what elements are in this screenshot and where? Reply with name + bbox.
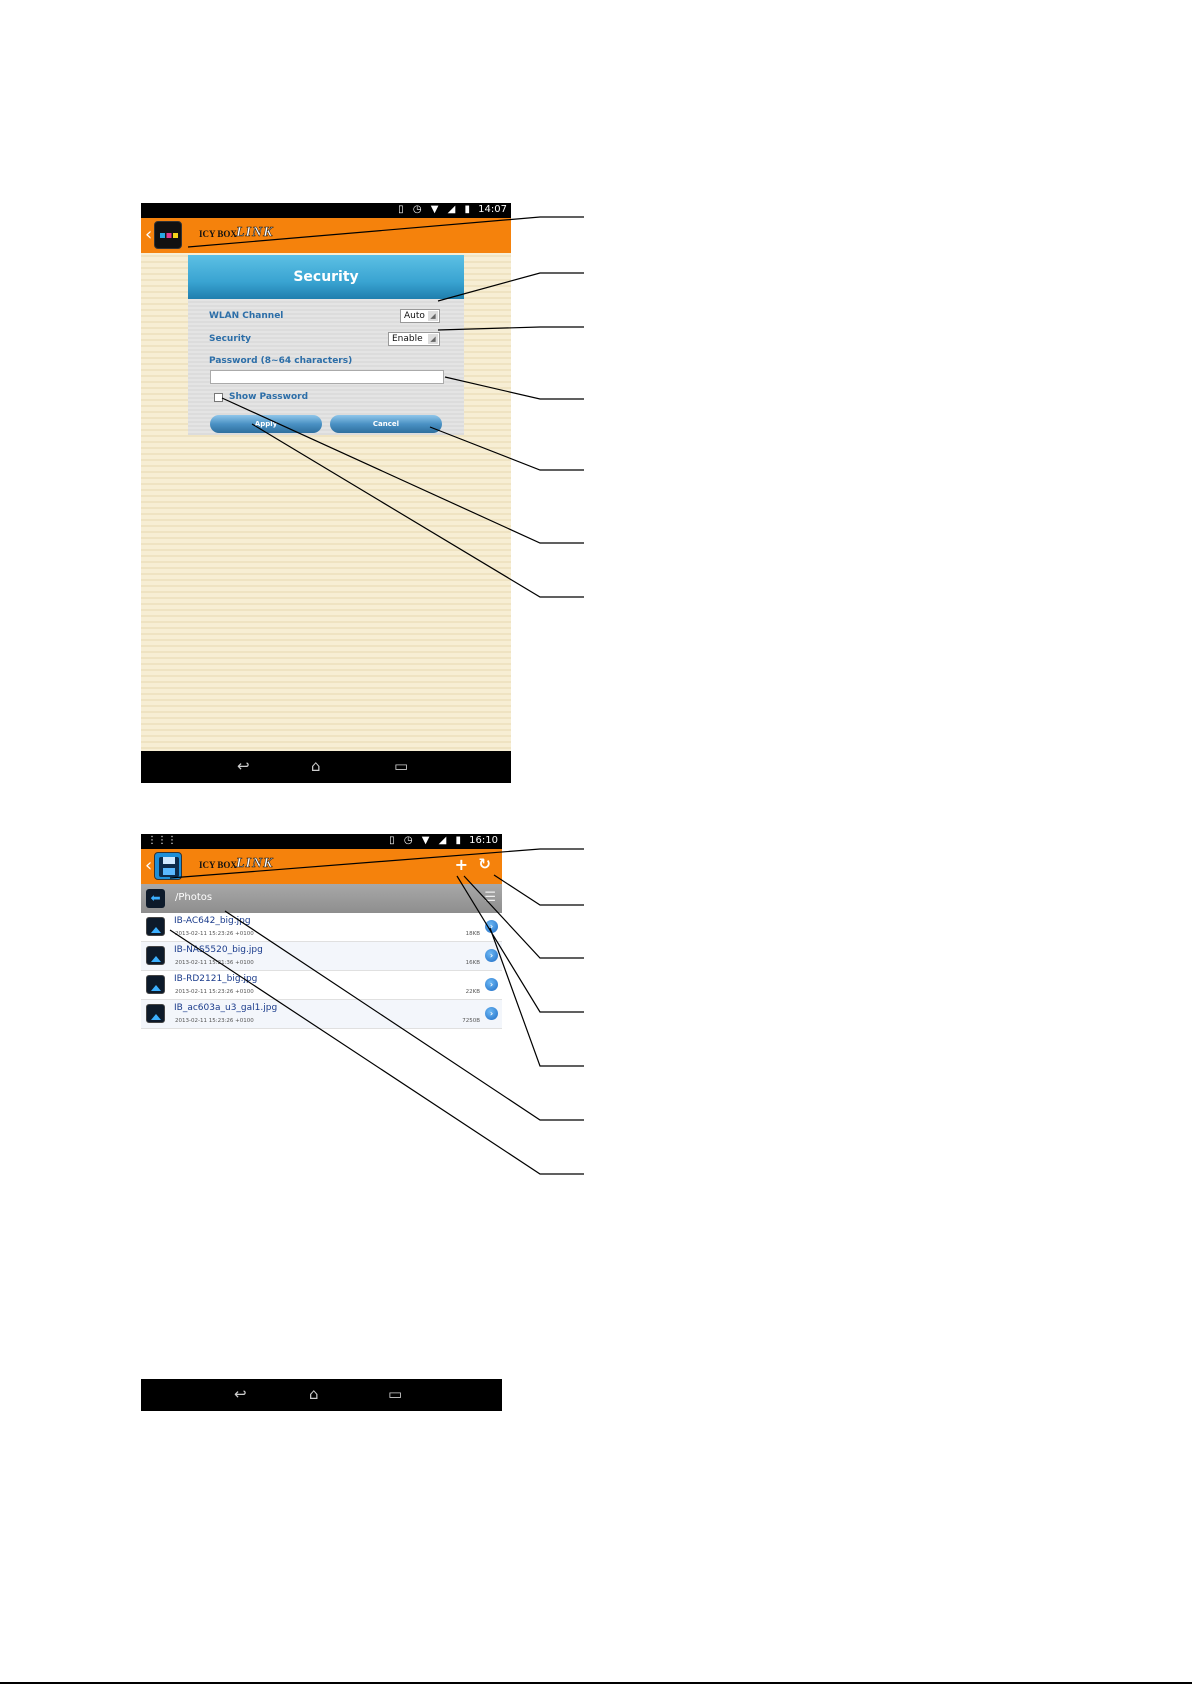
chevron-left-icon[interactable]: ‹ (145, 224, 153, 245)
file-name: IB-RD2121_big.jpg (174, 974, 258, 984)
security-value: Enable (392, 334, 423, 344)
callout-line (490, 928, 584, 1066)
current-path: /Photos (175, 892, 213, 903)
dropdown-arrow-icon: ◢ (428, 311, 438, 321)
status-icons: ▯ ◷ ▼ ◢ ▮ (398, 204, 473, 215)
file-browser-screenshot (141, 834, 502, 1411)
file-name: IB_ac603a_u3_gal1.jpg (174, 1003, 278, 1013)
file-size: 7250B (462, 1018, 480, 1024)
file-row[interactable] (141, 913, 502, 942)
app-bar (141, 849, 502, 884)
file-row[interactable] (141, 942, 502, 971)
password-input[interactable] (210, 370, 444, 384)
brand-link-text: LINK (236, 225, 274, 240)
image-file-icon (146, 917, 165, 936)
chevron-right-circle-icon[interactable]: › (485, 920, 498, 933)
file-name: IB-AC642_big.jpg (174, 916, 251, 926)
cancel-button[interactable]: Cancel (330, 415, 442, 433)
nav-bar (141, 1379, 502, 1411)
wlan-channel-value: Auto (404, 311, 425, 321)
nav-back-icon[interactable]: ↩ (234, 1385, 247, 1403)
nav-bar (141, 751, 511, 783)
chevron-left-icon[interactable]: ‹ (145, 855, 153, 876)
image-file-icon (146, 946, 165, 965)
callout-line (494, 875, 584, 905)
status-time: 14:07 (478, 204, 507, 215)
file-date: 2013-02-11 15:23:26 +0100 (175, 931, 254, 937)
password-label: Password (8~64 characters) (209, 356, 353, 366)
wlan-channel-label: WLAN Channel (209, 311, 284, 321)
path-bar (141, 884, 502, 913)
nav-home-icon[interactable]: ⌂ (311, 757, 321, 775)
chevron-right-circle-icon[interactable]: › (485, 978, 498, 991)
app-bar (141, 218, 511, 253)
file-date: 2013-02-11 15:21:36 +0100 (175, 960, 254, 966)
file-name: IB-NAS5520_big.jpg (174, 945, 263, 955)
security-label: Security (209, 334, 252, 344)
security-panel (188, 255, 464, 435)
refresh-icon[interactable]: ↻ (478, 855, 491, 873)
menu-icon[interactable]: ☰ (484, 890, 496, 905)
plus-icon[interactable]: + (454, 855, 468, 874)
app-icon[interactable] (154, 852, 182, 880)
settings-tiles-icon (155, 222, 183, 250)
file-size: 16KB (465, 960, 480, 966)
floppy-disk-icon (155, 853, 183, 881)
wlan-channel-select[interactable] (400, 309, 440, 323)
nav-home-icon[interactable]: ⌂ (309, 1385, 319, 1403)
file-date: 2013-02-11 15:23:26 +0100 (175, 989, 254, 995)
show-password-label[interactable]: Show Password (229, 392, 309, 402)
brand-text: ICY BOX (199, 229, 237, 239)
page-bottom-rule (0, 1682, 1192, 1684)
chevron-right-circle-icon[interactable]: › (485, 949, 498, 962)
image-file-icon (146, 975, 165, 994)
status-bar (141, 203, 511, 218)
folder-up-icon[interactable]: ⬅ (146, 889, 165, 908)
show-password-checkbox[interactable] (214, 393, 223, 402)
nav-recents-icon[interactable]: ▭ (388, 1385, 403, 1403)
security-screenshot (141, 203, 511, 783)
brand-text: ICY BOX (199, 860, 237, 870)
file-size: 18KB (465, 931, 480, 937)
file-date: 2013-02-11 15:23:26 +0100 (175, 1018, 254, 1024)
security-select[interactable] (388, 332, 440, 346)
file-size: 22KB (465, 989, 480, 995)
status-icons: ▯ ◷ ▼ ◢ ▮ (389, 835, 464, 846)
panel-title: Security (188, 255, 464, 299)
apply-button[interactable]: Apply (210, 415, 322, 433)
dropdown-arrow-icon: ◢ (428, 334, 438, 344)
status-bar (141, 834, 502, 849)
nav-recents-icon[interactable]: ▭ (394, 757, 409, 775)
brand-link-text: LINK (236, 856, 274, 871)
app-icon[interactable] (154, 221, 182, 249)
status-time: 16:10 (469, 835, 498, 846)
image-file-icon (146, 1004, 165, 1023)
file-row[interactable] (141, 971, 502, 1000)
chevron-right-circle-icon[interactable]: › (485, 1007, 498, 1020)
usb-icon: ⋮⋮⋮ (147, 835, 177, 846)
nav-back-icon[interactable]: ↩ (237, 757, 250, 775)
file-row[interactable] (141, 1000, 502, 1029)
